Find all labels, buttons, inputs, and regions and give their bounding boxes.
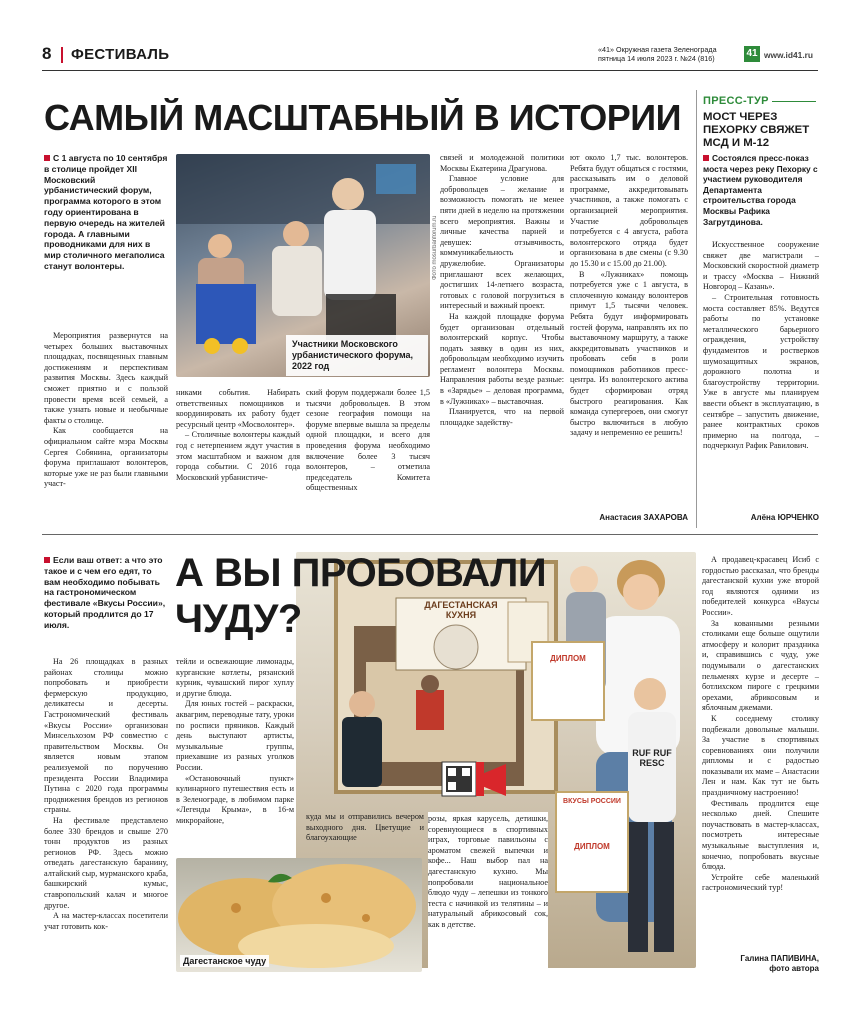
press-tag-line: [772, 101, 816, 102]
article2-col1: На 26 площадках в разных районах столицы можно попробовать и приобрести фермерскую продукцию, деликатесы и десерты. Гастрономический фестиваль «Вкусы России» организован Минсельхозом РФ совместно с правительством Москвы. Он является новым этапом реализуемой по поручению президента России Владимира Путина с 2020 года программы продвижения брендов из регионов страны. На фестивале представлено более 330 брендов и свыше 270 тонн продуктов из разных регионов РФ. Здесь можно отведать дагестанскую баранину, алтайский сыр, мурманского краба, башкирский кумыс, ставропольский калач и многое другое. А на мастер-классах посетители учат готовить кок-: [44, 657, 168, 931]
bullet-marker: [44, 557, 50, 563]
article1-title: САМЫЙ МАСШТАБНЫЙ В ИСТОРИИ: [44, 98, 682, 138]
article2-col2: тейли и освежающие лимонады, курганские котлеты, рязанский курник, чувашский пирог хуплу и другие блюда. Для юных гостей – раскраски, аквагрим, переводные тату, уроки по росписи пряников. Каждый день выступают артисты, музыкальные группы, приехавшие из разных уголков России. «Остановочный пункт» кулинарного путешествия есть и в Зеленограде, в любимом парке «Легенды Крыма», в 16-м микрорайоне,: [176, 657, 294, 825]
site-link[interactable]: www.id41.ru: [764, 50, 814, 60]
bullet-marker: [703, 155, 709, 161]
article1-col3: ский форум поддержали более 1,5 тысячи добровольцев. В этом сезоне география помощи на форуме впервые вышла за пределы одной площадки, и всего для проведения форума необходимо включение более 3 тысяч волонтеров, – отметила председатель Комитета общественных: [306, 388, 430, 493]
shirt-print: RUF RUF RESC: [632, 748, 672, 768]
press-author: Алёна ЮРЧЕНКО: [750, 513, 819, 522]
photo2-caption: Дагестанское чуду: [180, 955, 269, 967]
paper-info: [598, 45, 738, 63]
diploma-brand: ВКУСЫ РОССИИ: [563, 798, 621, 805]
header-divider: [61, 47, 63, 63]
article1-col2: никами события. Набирать ответственных помощников и координировать их работу будет ресурсный центр «Мосволонтер». – Столичные волонтеры каждый год с нетерпением ждут участия в этом масштабном и важном для города событии. С 2016 года Московский урбанистиче-: [176, 388, 300, 482]
press-divider: [696, 90, 697, 528]
article1-lead: С 1 августа по 10 сентября в столице пройдет XII Московский урбанистический форум, программа которого в этом году ориентирована в первую очередь на жителей города. А главными проводниками для них в мир столичного мегаполиса станут волонтеры.: [44, 153, 168, 271]
diploma2: ДИПЛОМ: [574, 842, 610, 851]
section-title: ФЕСТИВАЛЬ: [71, 46, 170, 63]
press-title: МОСТ ЧЕРЕЗ ПЕХОРКУ СВЯЖЕТ МСД И М-12: [703, 111, 810, 149]
article2-lead: Если ваш ответ: а что это такое и с чем его едят, то вам необходимо побывать на гастрономическом фестивале «Вкусы России», который продлится до 17 июля.: [44, 555, 166, 630]
article2-col5: А продавец-красавец Исиб с гордостью рассказал, что бренды дагестанской кухни уже второй год являются одними из победителей конкурса «Вкусы России». За кованными резными столиками еще больше ощутили атмосферу и колорит праздника и, справившись с чуду, уже подумывали о дагестанских пельменях курзе и десерте – ботлихском пироге с грецкими орехами, абрикосовым и яблочным джемами. К соседнему столику подбежали довольные малыши. За участие в спортивных соревнованиях они получили дипломы и с радостью показывали их маме – Анастасии Лен и нам. Как тут не быть праздничному настроению! Фестиваль продлится еще несколько дней. Спешите поучаствовать в мастер-классах, посмотреть интересные музыкальные выступления и, конечно, попробовать вкусные блюда. Устройте себе маленький гастрономический тур!: [702, 555, 819, 893]
article2-title: А ВЫ ПРОБОВАЛИ ЧУДУ?: [175, 551, 547, 641]
article2-col3: куда мы и отправились вечером выходного дня. Цветущие и благоухающие: [306, 812, 424, 843]
paper-issue: пятница 14 июля 2023 г. №24 (816): [598, 54, 715, 63]
sign-text: ДАГЕСТАНСКАЯ КУХНЯ: [424, 600, 498, 620]
press-tag: ПРЕСС-ТУР: [703, 95, 769, 107]
article2-col4: розы, яркая карусель, детишки, соревнующиеся в спортивных играх, торговые павильоны с ароматом свежей выпечки и кофе... Наш выбор пал на дагестанскую кухню. Мы попробовали национальное блюдо чуду – лепешки из тонкого теста с начинкой из телятины – и натуральный абрикосовый сок, как в детстве.: [428, 812, 548, 974]
paper-name: «41» Окружная газета Зеленограда: [598, 45, 717, 54]
article2-author: Галина ПАПИВИНА, фото автора: [740, 954, 819, 973]
article1-col5: ют около 1,7 тыс. волонтеров. Ребята будут общаться с гостями, рассказывать им о деловой программе, аккредитовывать участников, а также помогать с организацией мероприятия. Участие добровольцев потребуется с 4 августа, работа волонтерского отряда будет организована в две смены (с 9.30 до 15.30 и с 15.00 до 21.00). В «Лужниках» помощь потребуется уже с 1 августа, в сплоченную команду волонтеров примут 1,5 тысячи человек. Ребята будут информировать гостей форума, направлять их по выставочному маршруту, а также аккредитовывать участников и пробовать себя в роли помощников работников пресс-центра. Из волонтерского актива будет сформирован отряд быстрого реагирования. Как команда супергероев, они смогут быстро включиться в любую задачу и непременно ее решить!: [570, 153, 688, 438]
bullet-marker: [44, 155, 50, 161]
press-body: Искусственное сооружение свяжет две магистрали – Московский скоростной диаметр и трассу «Москва – Нижний Новгород – Казань». – Строительная готовность моста составляет 85%. Ведутся работы по установке металлического барьерного ограждения, устройству фундаментов и ростверков шумозащитных экранов, дорожного полотна и благоустройству территории. Уже в августе мы планируем ввести объект в эксплуатацию, в сентябре – запустить движение, ранее контрактных сроков примерно на полгода, – подчеркнул Рафик Равилович.: [703, 240, 819, 451]
photo1-caption: Участники Московского урбанистического форума, 2022 год: [286, 335, 428, 376]
press-lead: Состоялся пресс-показ моста через реку Пехорку с участием руководителя Департамента строительства города Москвы Рафика Загрутдинова.: [703, 153, 818, 227]
photo1-credit: Фото mosurbanforum.ru: [432, 215, 438, 280]
paper-logo: 41: [744, 46, 760, 62]
header-rule: [42, 70, 818, 71]
article1-author: Анастасия ЗАХАРОВА: [599, 513, 688, 522]
diploma1: ДИПЛОМ: [550, 654, 586, 663]
article1-col1: Мероприятия развернутся на четырех больших выставочных площадках, посвященных главным достижениям и перспективам развития Москвы. Здесь каждый сможет приятно и с пользой провести время всей семьей, а также узнать новые и необычные факты о столице. Как сообщается на официальном сайте мэра Москвы Сергея Собянина, организаторы форума приглашают волонтеров, которые уже не раз были главными участ-: [44, 331, 168, 489]
article1-col4: связей и молодежной политики Москвы Екатерина Драгунова. Главное условие для добровольцев – желание и возможность помогать не менее пяти дней в неделю на протяжении всего мероприятия. Важны и личные качества парней и девушек: отзывчивость, коммуникабельность и дружелюбие. Организаторы приглашают всех желающих, достигших 14-летнего возраста, готовых с головой погрузиться в интересный и важный проект. На каждой площадке форума будет организован отдельный волонтерский корпус. Чтобы подать заявку в один из них, добровольцам необходимо изучить регламент волонтера Москвы. Направления работы везде разные: в «Зарядье» – деловая программа, в «Лужниках» – выставочная. Планируется, что на первой площадке задейству-: [440, 153, 564, 427]
page-number: 8: [42, 44, 52, 63]
section-rule: [42, 534, 818, 535]
